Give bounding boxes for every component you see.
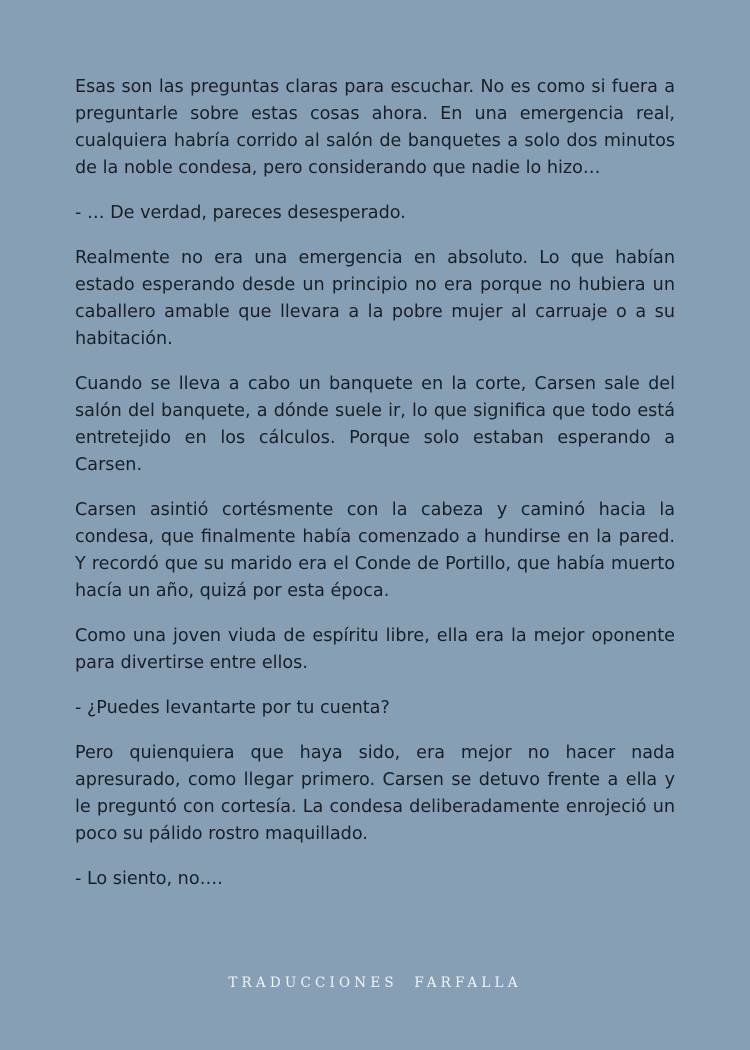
- paragraph-4: Carsen asintió cortésmente con la cabeza y caminó hacia la condesa, que finalmente había comenzado a hundirse en la pared. Y recordó que su marido era el Conde de Portillo, que había muerto hacía un año, quizá por esta época.: [75, 500, 675, 601]
- paragraph-6: Pero quienquiera que haya sido, era mejor no hacer nada apresurado, como llegar primero. Carsen se detuvo frente a ella y le preguntó con cortesía. La condesa deliberadamente enrojeció un poco su pálido rostro maquillado.: [75, 743, 675, 844]
- paragraph-2: Realmente no era una emergencia en absoluto. Lo que habían estado esperando desde un principio no era porque no hubiera un caballero amable que llevara a la pobre mujer al carruaje o a su habitación.: [75, 248, 675, 349]
- document-body: [75, 74, 675, 911]
- paragraph-1: Esas son las preguntas claras para escuchar. No es como si fuera a preguntarle sobre estas cosas ahora. En una emergencia real, cualquiera habría corrido al salón de banquetes a solo dos minutos de la noble condesa, pero considerando que nadie lo hizo…: [75, 77, 675, 178]
- paragraph-5: Como una joven viuda de espíritu libre, ella era la mejor oponente para divertirse entre ellos.: [75, 626, 675, 673]
- footer-credit: TRADUCCIONES FARFALLA: [228, 975, 522, 991]
- paragraph-3: Cuando se lleva a cabo un banquete en la corte, Carsen sale del salón del banquete, a dónde suele ir, lo que significa que todo está entretejido en los cálculos. Porque solo estaban esperando a Carsen.: [75, 374, 675, 475]
- dialogue-line-2: - ¿Puedes levantarte por tu cuenta?: [75, 698, 390, 718]
- dialogue-line-3: - Lo siento, no….: [75, 869, 223, 889]
- dialogue-line-1: - … De verdad, pareces desesperado.: [75, 203, 406, 223]
